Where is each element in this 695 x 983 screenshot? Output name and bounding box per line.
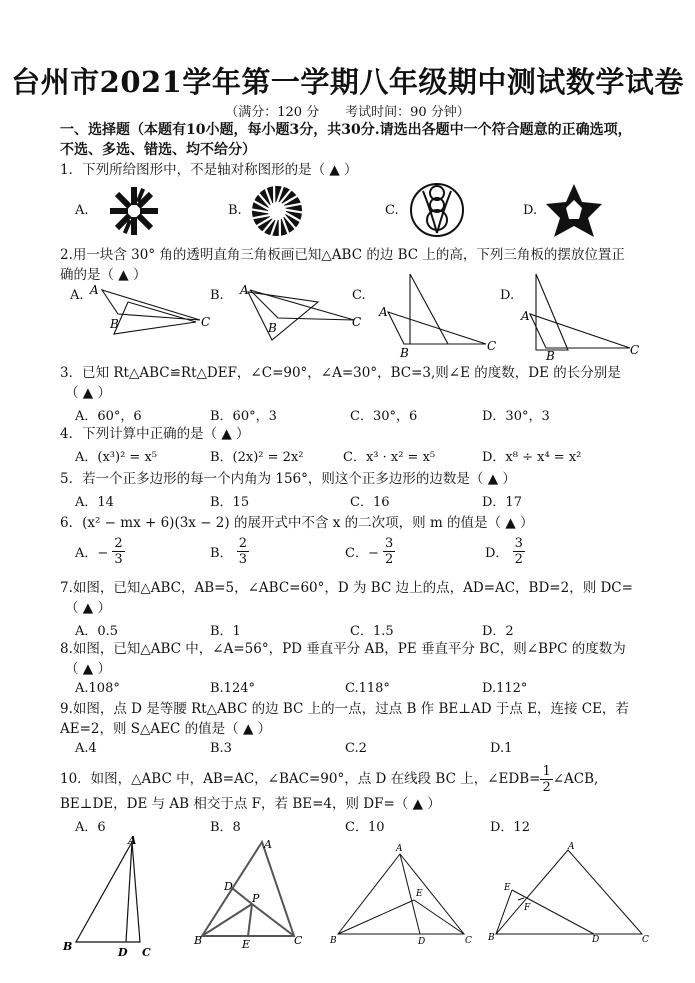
q5-option-a[interactable]: A．14 — [75, 495, 114, 510]
q1-figure-b-swirl — [250, 184, 304, 238]
q6-option-b[interactable] — [210, 536, 249, 567]
q10-stem-part1: 10．如图，△ABC 中，AB=AC，∠BAC=90°，点 D 在线段 BC 上，∠EDB= — [60, 771, 541, 787]
q9-stem-line2: AE=2，则 S△AEC 的值是（ ▲ ） — [60, 721, 272, 737]
q5-option-b[interactable]: B．15 — [210, 495, 250, 510]
q7-option-a[interactable]: A．0.5 — [75, 624, 119, 639]
q9-option-b[interactable]: B.3 — [210, 741, 232, 756]
q6-stem: 6．(x² − mx + 6)(3x − 2) 的展开式中不含 x 的二次项，则 m 的值是（ ▲ ） — [60, 515, 534, 531]
fig8-label-c: C — [294, 934, 303, 947]
q2b-label-a: A — [240, 283, 249, 297]
q2-figure-a — [88, 282, 218, 338]
q7-stem-line2: （ ▲ ） — [65, 600, 111, 616]
q10-stem-part2: ∠ACB, — [552, 771, 599, 787]
q7-stem-line1: 7.如图，已知△ABC，AB=5，∠ABC=60°，D 为 BC 边上的点，AD=AC，BD=2，则 DC= — [60, 580, 633, 596]
q2-option-d[interactable]: D. — [500, 288, 515, 303]
q10-figure — [484, 838, 656, 950]
q1-option-a[interactable]: A. — [75, 203, 89, 218]
q9-option-c[interactable]: C.2 — [345, 741, 367, 756]
q6-option-c-label: C．− — [345, 546, 379, 561]
q3-stem-line1: 3．已知 Rt△ABC≌Rt△DEF，∠C=90°，∠A=30°，BC=3,则∠E 的度数，DE 的长分别是 — [60, 365, 621, 381]
q2-stem-line2: 确的是（ ▲ ） — [60, 267, 147, 283]
q6-option-b-label: B． — [210, 546, 233, 561]
section-heading-line2: 不选、多选、错选、均不给分） — [60, 142, 256, 158]
page-title: 台州市2021学年第一学期八年级期中测试数学试卷 — [11, 65, 684, 99]
q3-option-a[interactable]: A．60°，6 — [75, 409, 142, 424]
q5-option-d[interactable]: D．17 — [482, 495, 522, 510]
q2b-label-c: C — [352, 315, 362, 329]
q8-option-d[interactable]: D.112° — [482, 681, 528, 696]
q5-stem: 5．若一个正多边形的每一个内角为 156°，则这个正多边形的边数是（ ▲ ） — [60, 471, 516, 487]
fig9-label-b: B — [330, 936, 337, 946]
q1-figure-d-star — [544, 182, 604, 238]
fig10-label-b: B — [488, 933, 495, 943]
q8-option-a[interactable]: A.108° — [75, 681, 120, 696]
q1-stem: 1．下列所给图形中，不是轴对称图形的是（ ▲ ） — [60, 162, 358, 178]
q3-option-c[interactable]: C．30°，6 — [350, 409, 418, 424]
q6-option-d-label: D． — [485, 546, 509, 561]
fig9-label-a: A — [396, 844, 403, 854]
q6-option-c[interactable] — [345, 536, 395, 567]
q4-option-d[interactable]: D．x⁸ ÷ x⁴ = x² — [482, 450, 582, 465]
q9-option-d[interactable]: D.1 — [490, 741, 513, 756]
fig9-label-c: C — [465, 936, 472, 946]
fig8-label-e: E — [242, 938, 251, 951]
q2b-label-b: B — [268, 321, 277, 335]
q10-stem-line1 — [60, 762, 598, 796]
q6-option-a-label: A．− — [75, 546, 109, 561]
q2-stem-line1: 2.用一块含 30° 角的透明直角三角板画已知△ABC 的边 BC 上的高，下列三角板的摆放位置正 — [60, 247, 625, 263]
q2-figure-d — [518, 270, 648, 362]
q10-stem-fraction: $\frac{1}{2}$ — [542, 763, 551, 795]
fig7-label-a: A — [128, 834, 137, 847]
q2d-label-c: C — [630, 343, 640, 357]
q10-option-b[interactable]: B．8 — [210, 820, 241, 835]
q8-option-b[interactable]: B.124° — [210, 681, 255, 696]
q9-option-a[interactable]: A.4 — [75, 741, 97, 756]
q9-stem-line1: 9.如图，点 D 是等腰 Rt△ABC 的边 BC 上的一点，过点 B 作 BE⊥AD 于点 E，连接 CE，若 — [60, 701, 629, 717]
q3-option-d[interactable]: D．30°，3 — [482, 409, 550, 424]
q6-option-d[interactable] — [485, 536, 525, 567]
q7-option-d[interactable]: D．2 — [482, 624, 514, 639]
fig7-label-c: C — [142, 946, 151, 959]
q8-figure — [190, 832, 310, 952]
q9-figure — [330, 840, 478, 950]
q5-option-c[interactable]: C．16 — [350, 495, 390, 510]
fig10-label-c: C — [642, 935, 649, 945]
q1-option-d[interactable]: D. — [523, 203, 538, 218]
q10-option-d[interactable]: D．12 — [490, 820, 530, 835]
q6-option-d-fraction: $\frac{3}{2}$ — [514, 536, 523, 567]
section-heading — [60, 120, 663, 160]
q2-figure-c — [376, 270, 501, 360]
q1-figure-c-circles — [409, 181, 465, 239]
fig7-label-b: B — [63, 940, 73, 953]
q4-option-c[interactable]: C．x³ · x² = x⁵ — [343, 450, 436, 465]
q10-option-c[interactable]: C．10 — [345, 820, 385, 835]
q1-figure-a-starburst — [108, 185, 160, 237]
q6-option-a-fraction: $\frac{2}{3}$ — [114, 536, 123, 567]
q1-option-b[interactable]: B. — [228, 203, 242, 218]
q2d-label-a: A — [521, 309, 530, 323]
fig7-label-d: D — [118, 946, 128, 959]
q6-option-c-fraction: $\frac{3}{2}$ — [384, 536, 394, 567]
fig9-label-d: D — [418, 937, 426, 947]
q2-option-c[interactable]: C. — [352, 288, 366, 303]
exam-info: （满分：120 分 考试时间：90 分钟） — [225, 105, 470, 120]
q6-option-a[interactable] — [75, 536, 125, 567]
fig9-label-e: E — [416, 889, 423, 899]
fig8-label-a: A — [264, 838, 272, 851]
q2c-label-b: B — [400, 346, 409, 360]
q2a-label-b: B — [110, 317, 119, 331]
q2c-label-a: A — [379, 305, 388, 319]
q10-stem-line2: BE⊥DE，DE 与 AB 相交于点 F，若 BE=4，则 DF=（ ▲ ） — [60, 796, 441, 812]
fig10-label-d: D — [592, 935, 600, 945]
q2-figure-b — [228, 282, 368, 342]
q3-stem-line2: （ ▲ ） — [65, 385, 111, 401]
q8-option-c[interactable]: C.118° — [345, 681, 390, 696]
q4-option-a[interactable]: A．(x³)² = x⁵ — [75, 450, 157, 465]
q3-option-b[interactable]: B．60°，3 — [210, 409, 277, 424]
fig10-label-e: E — [504, 883, 511, 893]
q7-option-b[interactable]: B．1 — [210, 624, 241, 639]
q8-stem-line2: （ ▲ ） — [65, 661, 111, 677]
fig10-label-f: F — [524, 903, 531, 913]
section-heading-line1: 一、选择题（本题有10小题，每小题3分，共30分.请选出各题中一个符合题意的正确选项， — [60, 122, 632, 138]
q10-option-a[interactable]: A．6 — [75, 820, 106, 835]
q6-option-b-fraction: $\frac{2}{3}$ — [238, 536, 247, 567]
q2d-label-b: B — [546, 349, 555, 362]
q2-option-b[interactable]: B. — [210, 288, 224, 303]
fig8-label-d: D — [224, 880, 233, 893]
q4-stem: 4．下列计算中正确的是（ ▲ ） — [60, 426, 250, 442]
fig10-label-a: A — [568, 842, 575, 852]
q2a-label-c: C — [201, 315, 211, 329]
q8-stem-line1: 8.如图，已知△ABC 中，∠A=56°，PD 垂直平分 AB，PE 垂直平分 BC，则∠BPC 的度数为 — [60, 641, 626, 657]
q2a-label-a: A — [90, 283, 99, 297]
q7-option-c[interactable]: C．1.5 — [350, 624, 394, 639]
q7-figure — [58, 832, 168, 962]
fig8-label-p: P — [252, 892, 260, 905]
fig8-label-b: B — [194, 934, 203, 947]
q2-option-a[interactable]: A. — [70, 288, 84, 303]
q4-option-b[interactable]: B．(2x)² = 2x² — [210, 450, 304, 465]
q1-option-c[interactable]: C. — [385, 203, 399, 218]
q2c-label-c: C — [487, 339, 497, 353]
